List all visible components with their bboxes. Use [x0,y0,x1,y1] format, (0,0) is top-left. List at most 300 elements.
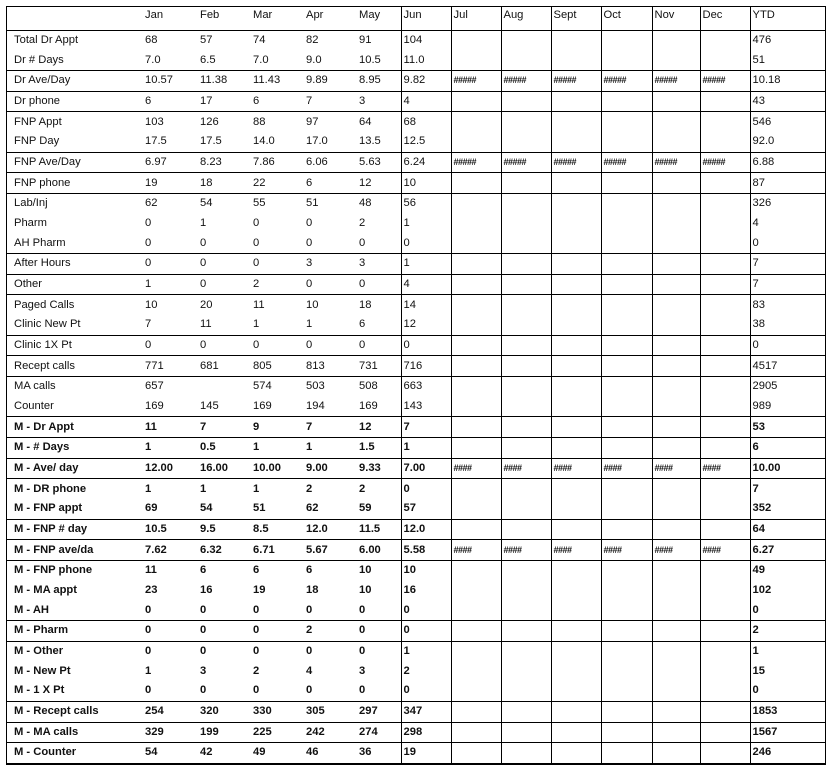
table-cell: 813 [304,356,357,377]
row-label: Counter [7,397,143,417]
table-cell: 18 [306,584,319,597]
table-cell: 10 [145,298,158,311]
table-cell: 54 [143,743,198,764]
table-cell: 546 [750,112,825,132]
table-cell: 329 [143,722,198,743]
table-cell [601,743,652,764]
table-cell: 5.63 [357,152,401,173]
table-cell: 254 [143,701,198,722]
col-header: Dec [700,7,750,30]
table-cell [501,356,551,377]
row-label: M - MA appt [14,584,77,597]
table-cell: 305 [304,701,357,722]
table-cell [451,173,501,194]
table-cell: 11 [143,417,198,438]
table-cell: 508 [359,380,378,393]
table-cell: 716 [401,356,451,377]
table-cell [601,561,652,581]
table-cell [652,743,700,764]
table-cell [700,722,750,743]
table-cell: 199 [198,722,251,743]
table-cell [501,254,551,275]
table-cell: 1 [253,482,260,495]
row-label: M - FNP phone [14,564,93,577]
table-cell [451,194,501,214]
table-cell: 88 [253,115,266,128]
table-cell: 6 [357,315,401,335]
table-cell [652,173,700,194]
table-cell [451,581,501,601]
table-cell: 0 [357,274,401,295]
table-cell [601,377,652,397]
table-cell [700,641,750,661]
table-cell [551,561,601,581]
table-cell [451,600,501,620]
table-cell: 43 [750,91,825,112]
table-cell [601,397,652,417]
table-cell: 1 [251,315,304,335]
header-row [7,7,825,30]
table-cell [551,621,601,642]
table-cell: 51 [750,50,825,70]
row-label: M - Ave/ day [7,458,143,479]
table-cell: 1 [143,438,198,459]
table-cell: #### [501,540,551,561]
table-cell [501,91,551,112]
table-row [7,274,825,295]
table-cell: 12.0 [304,519,357,540]
table-cell: 126 [200,115,219,128]
table-cell: 0 [401,233,451,253]
table-cell [700,701,750,722]
table-cell [551,581,601,601]
table-cell: 9.5 [198,519,251,540]
table-cell: 731 [357,356,401,377]
table-cell: 1567 [750,722,825,743]
col-header: Jan [143,7,198,30]
table-cell: 15 [750,662,825,682]
table-cell: 4 [401,91,451,112]
table-cell: 49 [251,743,304,764]
table-cell: 0 [198,274,251,295]
table-cell: 6.5 [198,50,251,70]
table-cell [601,30,652,50]
col-header: Jul [451,7,501,30]
table-cell [652,377,700,397]
table-cell: #### [551,458,601,479]
table-cell [601,91,652,112]
table-cell: #### [451,458,501,479]
table-cell [652,132,700,152]
table-cell: 11.5 [357,519,401,540]
table-cell: 7 [198,417,251,438]
table-cell [601,581,652,601]
table-cell: 2 [253,664,260,677]
table-cell: 1 [304,438,357,459]
table-cell: ##### [451,152,501,173]
table-cell [700,233,750,253]
table-cell: 1 [401,641,451,661]
table-row [7,397,825,417]
table-row [7,50,825,70]
table-cell [700,479,750,499]
row-label: M - Pharm [7,621,143,642]
table-cell: 104 [401,30,451,50]
table-cell [652,30,700,50]
table-cell: 169 [251,397,304,417]
table-cell: 298 [401,722,451,743]
table-cell: 6 [750,438,825,459]
table-cell: 17.0 [304,132,357,152]
table-cell [601,499,652,519]
table-cell: 0 [357,335,401,356]
table-cell [501,499,551,519]
table-cell [451,214,501,234]
table-cell: 0 [198,335,251,356]
table-cell [451,335,501,356]
table-cell [501,701,551,722]
table-cell: #### [652,458,700,479]
table-cell [501,662,551,682]
table-cell: 6.32 [198,540,251,561]
table-cell: 0 [401,335,451,356]
table-cell: 3 [357,254,401,275]
table-cell [700,581,750,601]
table-cell [700,30,750,50]
table-row [7,662,825,682]
table-cell: 38 [750,315,825,335]
table-cell: 10.00 [750,458,825,479]
table-cell [551,438,601,459]
table-cell: 274 [357,722,401,743]
table-cell [451,519,501,540]
table-cell: 7.62 [143,540,198,561]
table-cell [451,91,501,112]
table-cell: 10.5 [143,519,198,540]
table-cell: 42 [198,743,251,764]
table-cell: 18 [359,298,372,311]
table-cell: 326 [750,194,825,214]
table-cell [451,112,501,132]
row-label: Clinic New Pt [7,315,143,335]
table-cell [652,600,700,620]
row-label: Dr phone [7,91,143,112]
table-cell: ##### [700,152,750,173]
table-cell [198,377,251,397]
table-cell: 1 [145,664,152,677]
table-cell: 3 [200,664,207,677]
row-label: Lab/Inj [14,197,48,210]
table-cell [652,581,700,601]
table-cell: 6 [253,564,260,577]
table-cell [652,50,700,70]
table-cell: 1853 [750,701,825,722]
table-cell [451,701,501,722]
row-label: FNP Ave/Day [7,152,143,173]
table-cell [652,722,700,743]
table-cell: 5.58 [401,540,451,561]
table-cell: 2905 [750,377,825,397]
table-cell [551,254,601,275]
table-cell: 1 [145,482,152,495]
table-cell [700,561,750,581]
table-row [7,295,825,315]
table-cell: 5.67 [304,540,357,561]
col-header: Nov [652,7,700,30]
col-header: Sept [551,7,601,30]
table-cell: 10 [401,561,451,581]
table-cell [451,356,501,377]
table-cell [501,417,551,438]
table-row [7,641,825,661]
table-cell: 1 [304,315,357,335]
table-cell [451,561,501,581]
table-cell [501,397,551,417]
table-cell: 2 [750,621,825,642]
table-cell [451,641,501,661]
table-cell: 57 [401,499,451,519]
table-cell: 83 [750,295,825,315]
table-cell: ##### [601,71,652,92]
header-blank [7,7,143,30]
table-cell [451,722,501,743]
table-cell: ##### [700,71,750,92]
table-cell: 0 [251,621,304,642]
table-cell: 2 [359,216,366,229]
table-row [7,152,825,173]
table-cell: 0 [253,645,260,658]
table-cell [601,621,652,642]
table-cell: 0 [200,645,207,658]
table-cell [700,499,750,519]
table-cell [700,194,750,214]
table-cell [700,50,750,70]
table-cell [451,621,501,642]
row-label: M - Recept calls [7,701,143,722]
table-row [7,112,825,132]
table-cell [652,681,700,701]
table-cell: 68 [401,112,451,132]
table-cell: 12.00 [143,458,198,479]
table-cell: 68 [145,33,158,46]
table-cell: 59 [357,499,401,519]
table-cell [551,132,601,152]
table-cell: #### [601,540,652,561]
table-cell: 242 [304,722,357,743]
table-cell: 9.89 [304,71,357,92]
table-cell [601,600,652,620]
table-cell: 194 [304,397,357,417]
table-cell: 36 [357,743,401,764]
table-cell: 3 [304,254,357,275]
table-cell [652,295,700,315]
table-cell: 330 [251,701,304,722]
row-label: Dr Ave/Day [7,71,143,92]
table-cell: 7 [401,417,451,438]
table-cell [551,662,601,682]
table-cell: 23 [145,584,158,597]
table-cell [551,743,601,764]
table-cell: 16 [401,581,451,601]
row-label: M - AH [7,600,143,620]
col-header: Mar [251,7,304,30]
table-cell: 0 [198,233,251,253]
table-cell: 6.00 [357,540,401,561]
table-row [7,438,825,459]
row-label: Other [7,274,143,295]
row-label: Dr # Days [7,50,143,70]
table-cell: 17 [198,91,251,112]
table-cell [551,112,601,132]
table-row [7,71,825,92]
table-cell: 18 [198,173,251,194]
table-row [7,581,825,601]
table-row [7,540,825,561]
row-label: M - 1 X Pt [7,681,143,701]
table-cell: 0 [357,233,401,253]
table-cell: ##### [501,152,551,173]
row-label: AH Pharm [7,233,143,253]
table-cell [501,214,551,234]
table-cell: 6.24 [401,152,451,173]
table-cell [551,397,601,417]
table-cell: ##### [551,71,601,92]
row-label: Paged Calls [14,298,75,311]
table-cell [601,417,652,438]
table-cell: 7 [143,315,198,335]
table-cell: 9.00 [304,458,357,479]
table-cell: 0 [357,621,401,642]
table-cell [700,377,750,397]
table-cell: #### [501,458,551,479]
row-label: M - Counter [7,743,143,764]
row-label: Clinic 1X Pt [7,335,143,356]
table-cell: 12.5 [401,132,451,152]
table-cell [700,743,750,764]
table-cell [700,438,750,459]
table-cell [700,417,750,438]
row-label: M - # Days [7,438,143,459]
table-cell [501,335,551,356]
table-cell [551,701,601,722]
table-cell: 1.5 [357,438,401,459]
table-cell [501,438,551,459]
table-cell: 7 [304,417,357,438]
table-cell [601,335,652,356]
table-cell: 352 [750,499,825,519]
table-cell: 0 [304,233,357,253]
table-cell [700,315,750,335]
table-cell: #### [700,540,750,561]
table-cell: 347 [401,701,451,722]
table-cell: 102 [750,581,825,601]
table-cell [700,254,750,275]
table-cell: 17.5 [198,132,251,152]
row-label: M - FNP # day [7,519,143,540]
table-cell: 97 [306,115,319,128]
table-cell [601,254,652,275]
table-cell: 51 [306,197,319,210]
table-cell: 0 [357,681,401,701]
table-cell [551,335,601,356]
table-cell [551,479,601,499]
table-row [7,499,825,519]
table-cell [652,662,700,682]
table-cell [700,173,750,194]
table-cell: 92.0 [750,132,825,152]
table-cell [451,377,501,397]
table-row [7,194,825,214]
row-label: FNP Appt [14,115,62,128]
table-cell: 7.0 [143,50,198,70]
table-cell: 169 [357,397,401,417]
table-cell: 663 [401,377,451,397]
table-cell: 503 [306,380,325,393]
table-cell: 6.71 [251,540,304,561]
table-cell [501,519,551,540]
table-row [7,335,825,356]
table-cell: 6 [306,564,313,577]
table-cell [501,641,551,661]
table-cell [551,50,601,70]
table-cell: 0 [750,681,825,701]
table-cell: 69 [143,499,198,519]
table-cell: 10 [359,564,372,577]
table-cell [601,132,652,152]
table-cell [700,132,750,152]
table-cell [700,519,750,540]
table-cell [652,112,700,132]
table-cell: 10 [306,298,319,311]
table-cell [601,50,652,70]
table-cell: 0.5 [198,438,251,459]
row-label: M - Other [14,645,64,658]
table-cell: 4517 [750,356,825,377]
table-cell [601,662,652,682]
table-cell: 11 [145,564,157,577]
table-cell [601,722,652,743]
table-cell [652,417,700,438]
table-row [7,173,825,194]
table-cell [601,274,652,295]
table-cell [551,173,601,194]
row-label: M - New Pt [14,664,71,677]
table-cell: 1 [401,438,451,459]
table-cell [451,499,501,519]
table-cell: 10 [359,584,372,597]
table-cell [451,479,501,499]
table-cell: 0 [198,254,251,275]
table-cell: ##### [551,152,601,173]
table-cell: 10.18 [750,71,825,92]
table-cell: 22 [251,173,304,194]
table-cell [652,397,700,417]
table-cell: 657 [145,380,164,393]
table-row [7,233,825,253]
table-cell [700,356,750,377]
table-cell [501,479,551,499]
table-cell: 8.5 [251,519,304,540]
table-cell: 9.33 [357,458,401,479]
table-cell [501,274,551,295]
table-cell: 0 [304,335,357,356]
table-cell [551,315,601,335]
table-cell: 0 [357,600,401,620]
table-cell [501,30,551,50]
table-cell: 19 [143,173,198,194]
table-cell: 10.00 [251,458,304,479]
table-cell: 1 [200,216,207,229]
